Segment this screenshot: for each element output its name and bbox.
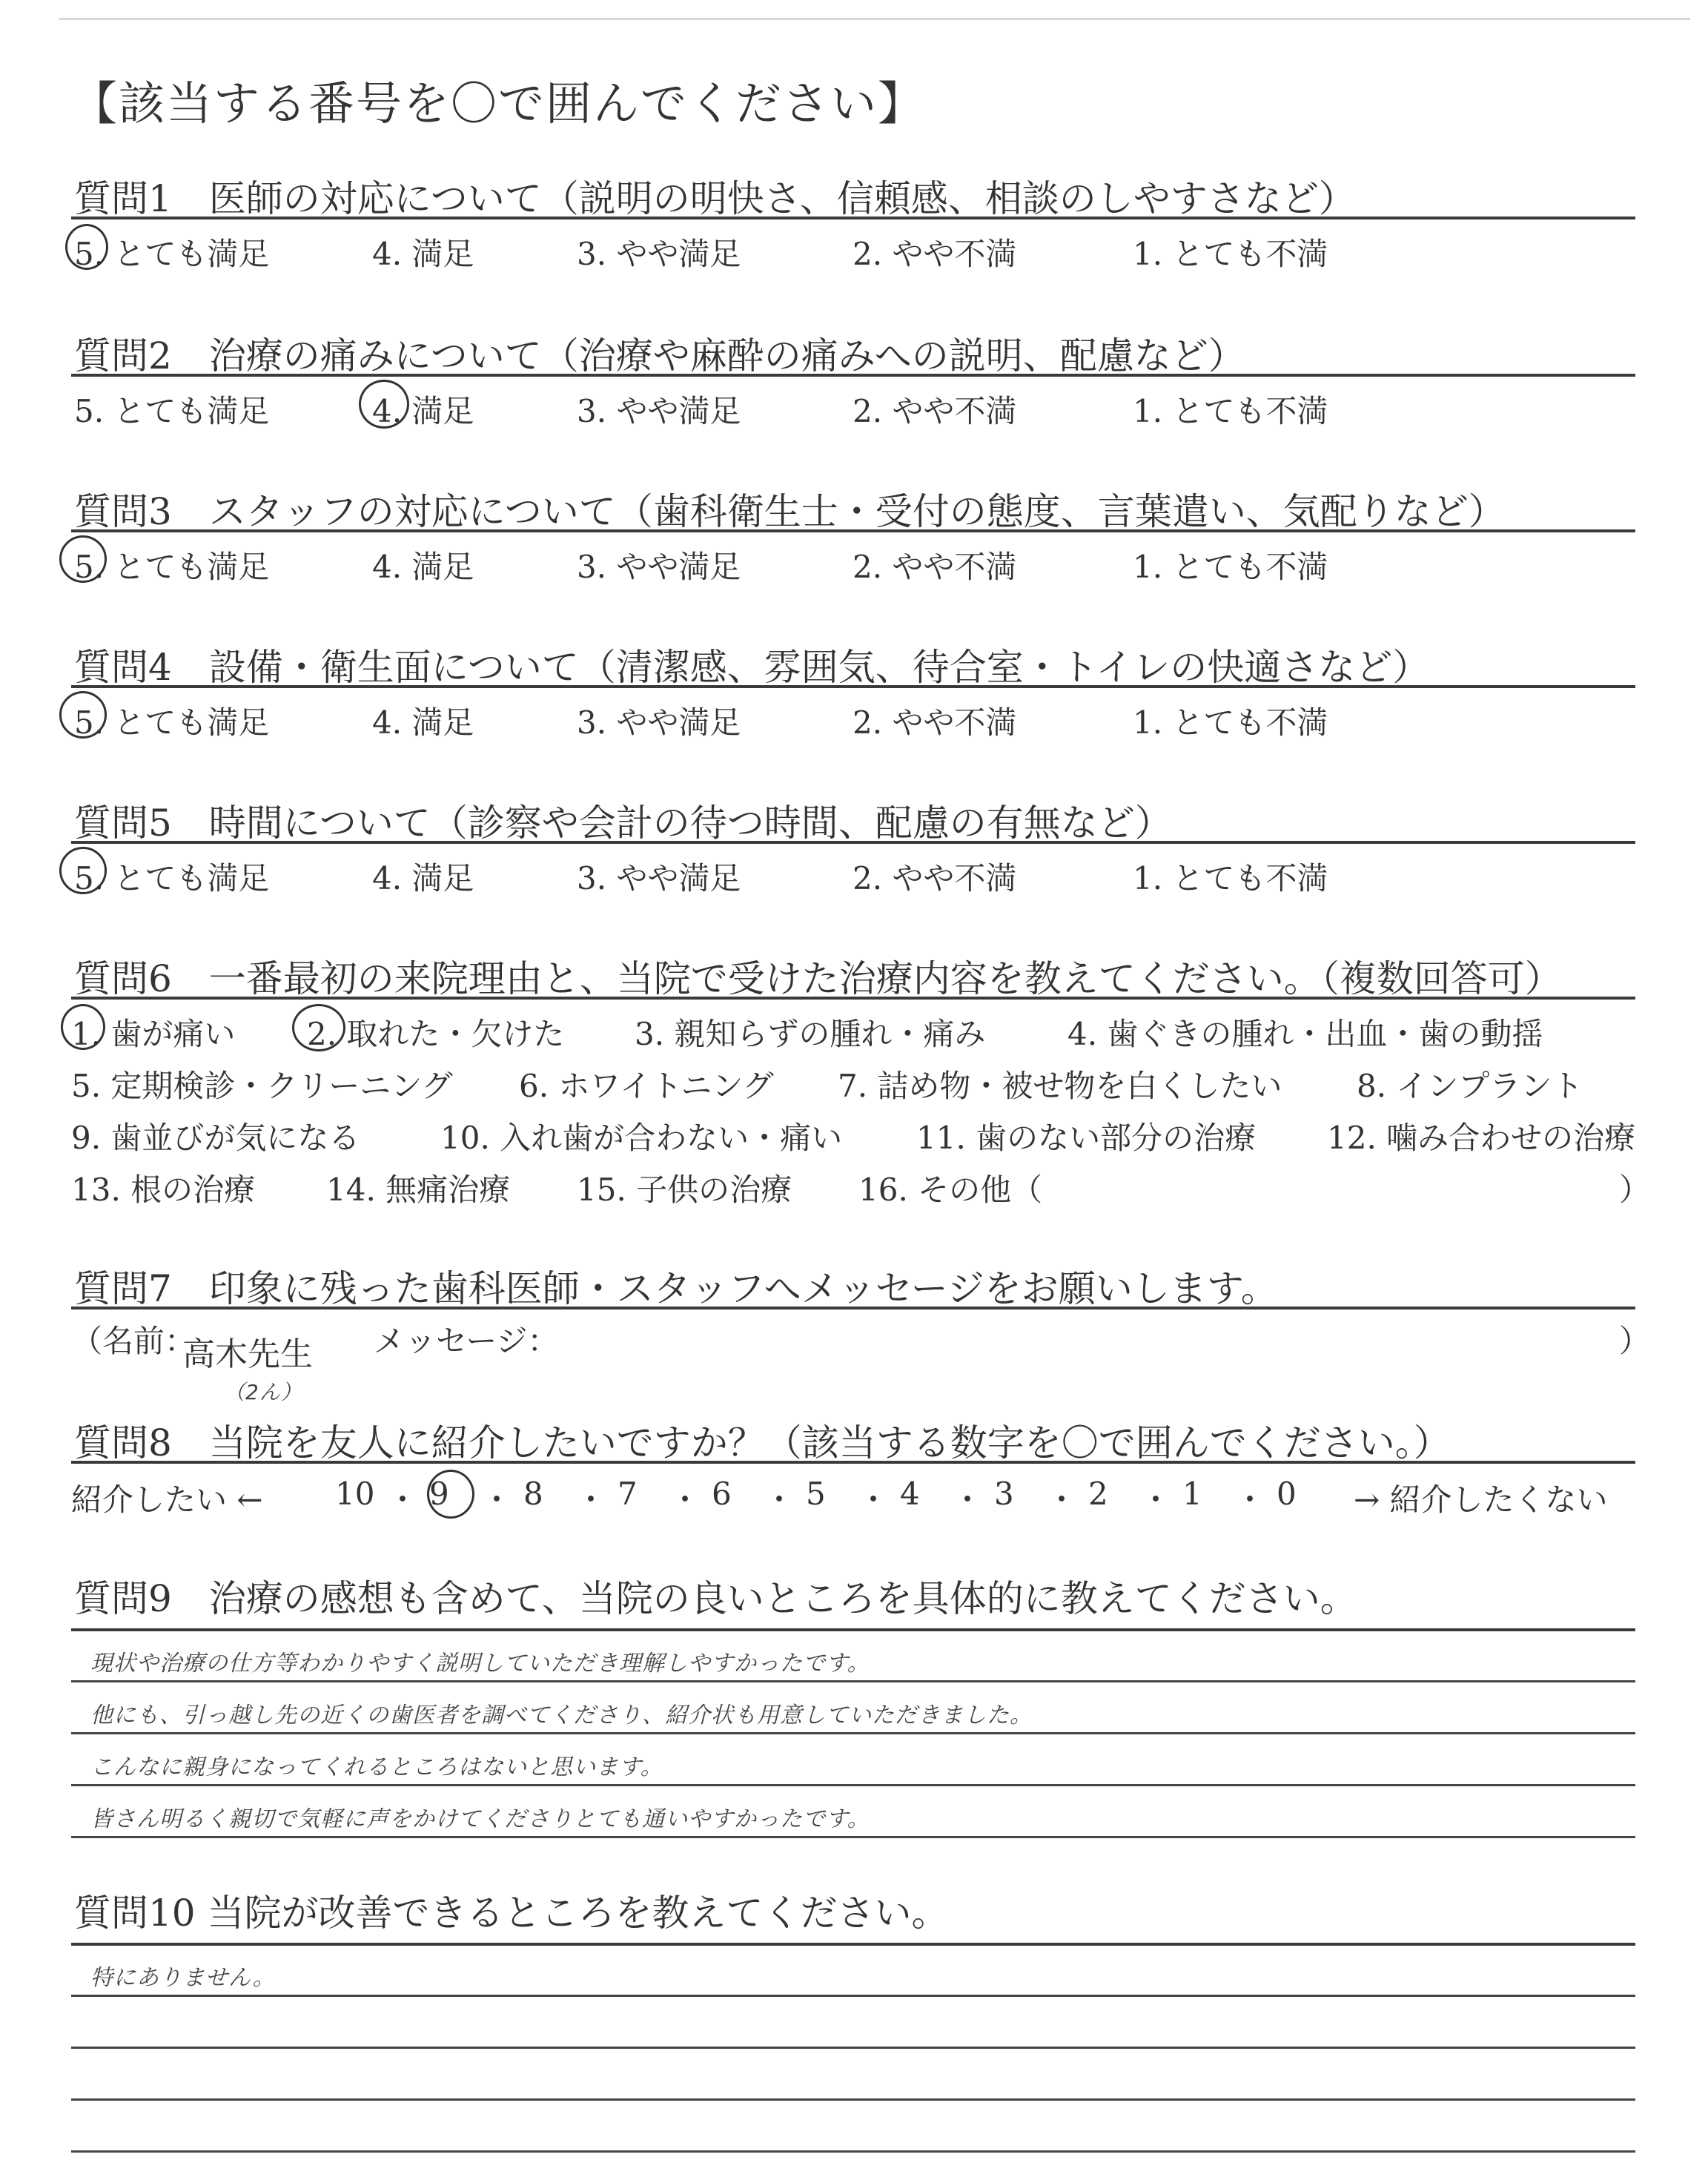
reason-option-8[interactable]: 8. インプラント <box>1357 1068 1583 1104</box>
option-1[interactable]: 1. とても不満 <box>1133 236 1328 272</box>
option-3[interactable]: 3. やや満足 <box>577 393 741 429</box>
option-2[interactable]: 2. やや不満 <box>853 549 1017 585</box>
writing-line <box>71 2150 1635 2153</box>
option-4[interactable]: 4. 満足 <box>372 704 474 741</box>
name-value[interactable]: 高木先生 <box>182 1335 313 1373</box>
question-title: 質問2 治療の痛みについて（治療や麻酔の痛みへの説明、配慮など） <box>74 334 1245 377</box>
question-title: 質問10 当院が改善できるところを教えてください。 <box>74 1892 949 1935</box>
reason-option-12[interactable]: 12. 噛み合わせの治療 <box>1327 1120 1636 1156</box>
option-4[interactable]: 4. 満足 <box>372 860 474 896</box>
close-paren: ） <box>1619 1323 1651 1359</box>
selection-circle <box>61 1004 105 1050</box>
divider <box>71 685 1635 688</box>
scale-separator: ・ <box>764 1482 795 1518</box>
scale-separator: ・ <box>575 1482 607 1518</box>
scale-number-3[interactable]: 3 <box>994 1476 1014 1512</box>
option-2[interactable]: 2. やや不満 <box>853 393 1017 429</box>
option-5[interactable]: 5. とても満足 <box>74 704 270 741</box>
scale-number-1[interactable]: 1 <box>1182 1476 1202 1512</box>
question-title: 質問1 医師の対応について（説明の明快さ、信頼感、相談のしやすさなど） <box>74 177 1356 220</box>
option-5[interactable]: 5. とても満足 <box>74 236 270 272</box>
answer-line[interactable]: こんなに親身になってくれるところはないと思います。 <box>90 1754 663 1780</box>
question-title: 質問6 一番最初の来院理由と、当院で受けた治療内容を教えてください。（複数回答可） <box>74 957 1562 1000</box>
writing-line <box>71 1732 1635 1734</box>
divider <box>71 217 1635 219</box>
option-1[interactable]: 1. とても不満 <box>1133 393 1328 429</box>
selection-circle <box>359 380 409 429</box>
answer-line[interactable]: 特にありません。 <box>90 1965 276 1991</box>
option-1[interactable]: 1. とても不満 <box>1133 549 1328 585</box>
reason-option-7[interactable]: 7. 詰め物・被せ物を白くしたい <box>838 1068 1282 1104</box>
selection-circle <box>59 691 107 739</box>
writing-line <box>71 1680 1635 1682</box>
divider <box>71 374 1635 377</box>
top-border <box>59 18 1690 20</box>
scale-number-10[interactable]: 10 <box>335 1476 375 1512</box>
scale-number-6[interactable]: 6 <box>712 1476 732 1512</box>
option-3[interactable]: 3. やや満足 <box>577 860 741 896</box>
reason-option-13[interactable]: 13. 根の治療 <box>71 1172 256 1208</box>
option-5[interactable]: 5. とても満足 <box>74 393 270 429</box>
scale-separator: ・ <box>1140 1482 1172 1518</box>
reason-option-11[interactable]: 11. 歯のない部分の治療 <box>916 1120 1257 1156</box>
reason-option-14[interactable]: 14. 無痛治療 <box>326 1172 511 1208</box>
divider <box>71 1943 1635 1946</box>
option-4[interactable]: 4. 満足 <box>372 236 474 272</box>
reason-option-15[interactable]: 15. 子供の治療 <box>577 1172 792 1208</box>
reason-option-4[interactable]: 4. 歯ぐきの腫れ・出血・歯の動揺 <box>1068 1016 1543 1052</box>
selection-circle <box>292 1004 345 1051</box>
answer-line[interactable]: 他にも、引っ越し先の近くの歯医者を調べてくださり、紹介状も用意していただきました。 <box>90 1702 1033 1728</box>
scale-separator: ・ <box>1046 1482 1078 1518</box>
option-5[interactable]: 5. とても満足 <box>74 549 270 585</box>
reason-option-6[interactable]: 6. ホワイトニング <box>519 1068 774 1104</box>
reason-option-5[interactable]: 5. 定期検診・クリーニング <box>71 1068 453 1104</box>
divider <box>71 1307 1635 1309</box>
page-title: 【該当する番号を〇で囲んでください】 <box>71 76 926 131</box>
close-paren: ） <box>1619 1172 1651 1208</box>
scale-separator: ・ <box>858 1482 890 1518</box>
divider <box>71 1628 1635 1631</box>
writing-line <box>71 2047 1635 2049</box>
scale-number-8[interactable]: 8 <box>523 1476 543 1512</box>
option-4[interactable]: 4. 満足 <box>372 393 474 429</box>
reason-option-10[interactable]: 10. 入れ歯が合わない・痛い <box>440 1120 843 1156</box>
divider <box>71 997 1635 1000</box>
divider <box>71 529 1635 532</box>
selection-circle <box>427 1470 474 1519</box>
option-2[interactable]: 2. やや不満 <box>853 236 1017 272</box>
option-4[interactable]: 4. 満足 <box>372 549 474 585</box>
message-label: メッセージ： <box>374 1323 559 1359</box>
scale-separator: ・ <box>481 1482 513 1518</box>
scale-separator: ・ <box>1234 1482 1266 1518</box>
scale-number-4[interactable]: 4 <box>900 1476 920 1512</box>
scale-number-7[interactable]: 7 <box>618 1476 638 1512</box>
scale-separator: ・ <box>669 1482 701 1518</box>
recommend-right-label: → 紹介したくない <box>1354 1482 1608 1518</box>
divider <box>71 1461 1635 1464</box>
option-2[interactable]: 2. やや不満 <box>853 860 1017 896</box>
scale-number-5[interactable]: 5 <box>806 1476 826 1512</box>
answer-line[interactable]: 皆さん明るく親切で気軽に声をかけてくださりとても通いやすかったです。 <box>90 1806 870 1832</box>
reason-option-3[interactable]: 3. 親知らずの腫れ・痛み <box>635 1016 986 1052</box>
writing-line <box>71 1995 1635 1997</box>
question-title: 質問3 スタッフの対応について（歯科衛生士・受付の態度、言葉遣い、気配りなど） <box>74 490 1506 533</box>
question-title: 質問7 印象に残った歯科医師・スタッフへメッセージをお願いします。 <box>74 1267 1278 1310</box>
question-title: 質問5 時間について（診察や会計の待つ時間、配慮の有無など） <box>74 802 1172 845</box>
option-3[interactable]: 3. やや満足 <box>577 236 741 272</box>
scale-number-9[interactable]: 9 <box>429 1476 449 1512</box>
reason-option-16[interactable]: 16. その他（ <box>858 1172 1043 1208</box>
option-3[interactable]: 3. やや満足 <box>577 704 741 741</box>
writing-line <box>71 1836 1635 1838</box>
writing-line <box>71 2098 1635 2101</box>
scale-separator: ・ <box>952 1482 984 1518</box>
scale-separator: ・ <box>387 1482 419 1518</box>
divider <box>71 841 1635 844</box>
name-note: （2ん） <box>224 1380 302 1404</box>
question-title: 質問8 当院を友人に紹介したいですか？（該当する数字を〇で囲んでください。） <box>74 1421 1451 1464</box>
option-3[interactable]: 3. やや満足 <box>577 549 741 585</box>
recommend-left-label: 紹介したい ← <box>71 1482 263 1518</box>
selection-circle <box>59 535 107 583</box>
name-label: （名前： <box>71 1323 196 1359</box>
option-5[interactable]: 5. とても満足 <box>74 860 270 896</box>
scale-number-2[interactable]: 2 <box>1088 1476 1108 1512</box>
option-1[interactable]: 1. とても不満 <box>1133 860 1328 896</box>
selection-circle <box>65 224 108 270</box>
question-title: 質問4 設備・衛生面について（清潔感、雰囲気、待合室・トイレの快適さなど） <box>74 646 1430 689</box>
reason-option-2[interactable]: 2. 取れた・欠けた <box>307 1016 565 1052</box>
scale-number-0[interactable]: 0 <box>1277 1476 1297 1512</box>
reason-option-1[interactable]: 1. 歯が痛い <box>71 1016 236 1052</box>
selection-circle <box>59 847 107 894</box>
reason-option-9[interactable]: 9. 歯並びが気になる <box>71 1120 360 1156</box>
writing-line <box>71 1784 1635 1786</box>
option-1[interactable]: 1. とても不満 <box>1133 704 1328 741</box>
answer-line[interactable]: 現状や治療の仕方等わかりやすく説明していただき理解しやすかったです。 <box>90 1651 870 1677</box>
question-title: 質問9 治療の感想も含めて、当院の良いところを具体的に教えてください。 <box>74 1577 1357 1620</box>
option-2[interactable]: 2. やや不満 <box>853 704 1017 741</box>
